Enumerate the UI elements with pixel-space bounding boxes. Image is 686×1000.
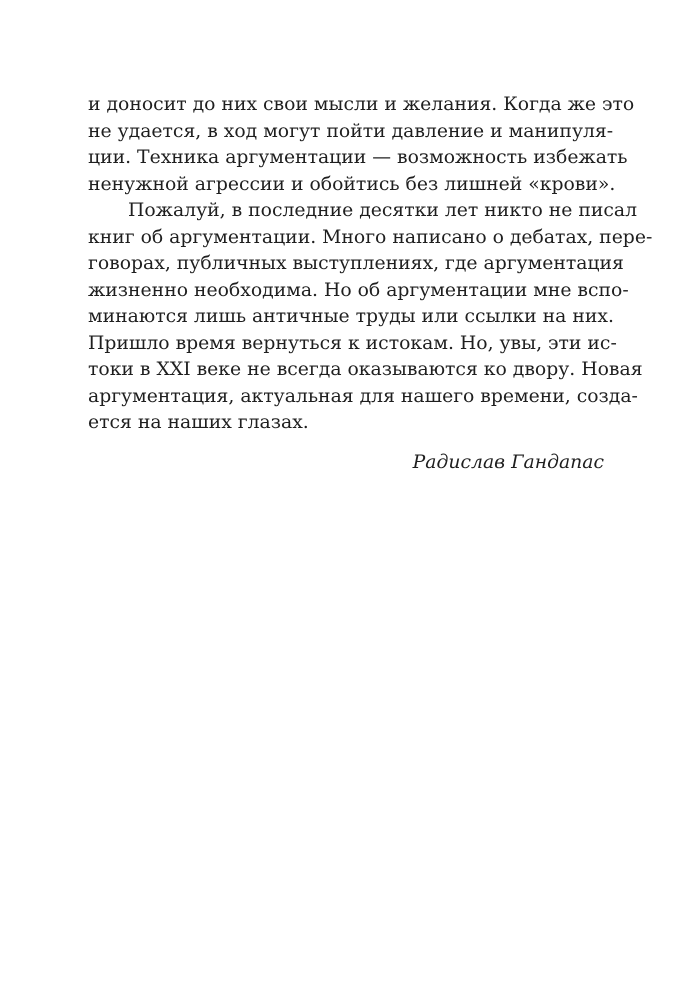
text-line: книг об аргументации. Много написано о дебатах, пере- (88, 226, 653, 248)
author-signature: Радислав Гандапас (412, 452, 604, 473)
text-line: и доносит до них свои мысли и желания. Когда же это (88, 94, 635, 115)
text-line: минаются лишь античные труды или ссылки на них. (88, 306, 614, 327)
text-line: говорах, публичных выступлениях, где аргументация (88, 253, 624, 274)
text-line: ненужной агрессии и обойтись без лишней «крови». (88, 173, 616, 195)
text-line: ции. Техника аргументации — возможность избежать (88, 147, 628, 168)
text-line: Пришло время вернуться к истокам. Но, увы, эти ис- (88, 332, 617, 354)
text-line: жизненно необходима. Но об аргументации мне вспо- (88, 279, 629, 301)
text-line: аргументация, актуальная для нашего времени, созда- (88, 385, 638, 407)
text-line: ется на наших глазах. (88, 412, 309, 433)
text-line: токи в XXI веке не всегда оказываются ко двору. Новая (88, 359, 643, 380)
paragraph-first-line: Пожалуй, в последние десятки лет никто не писал (128, 200, 638, 221)
text-line: не удается, в ход могут пойти давление и манипуля- (88, 120, 614, 142)
body-text (88, 92, 653, 437)
